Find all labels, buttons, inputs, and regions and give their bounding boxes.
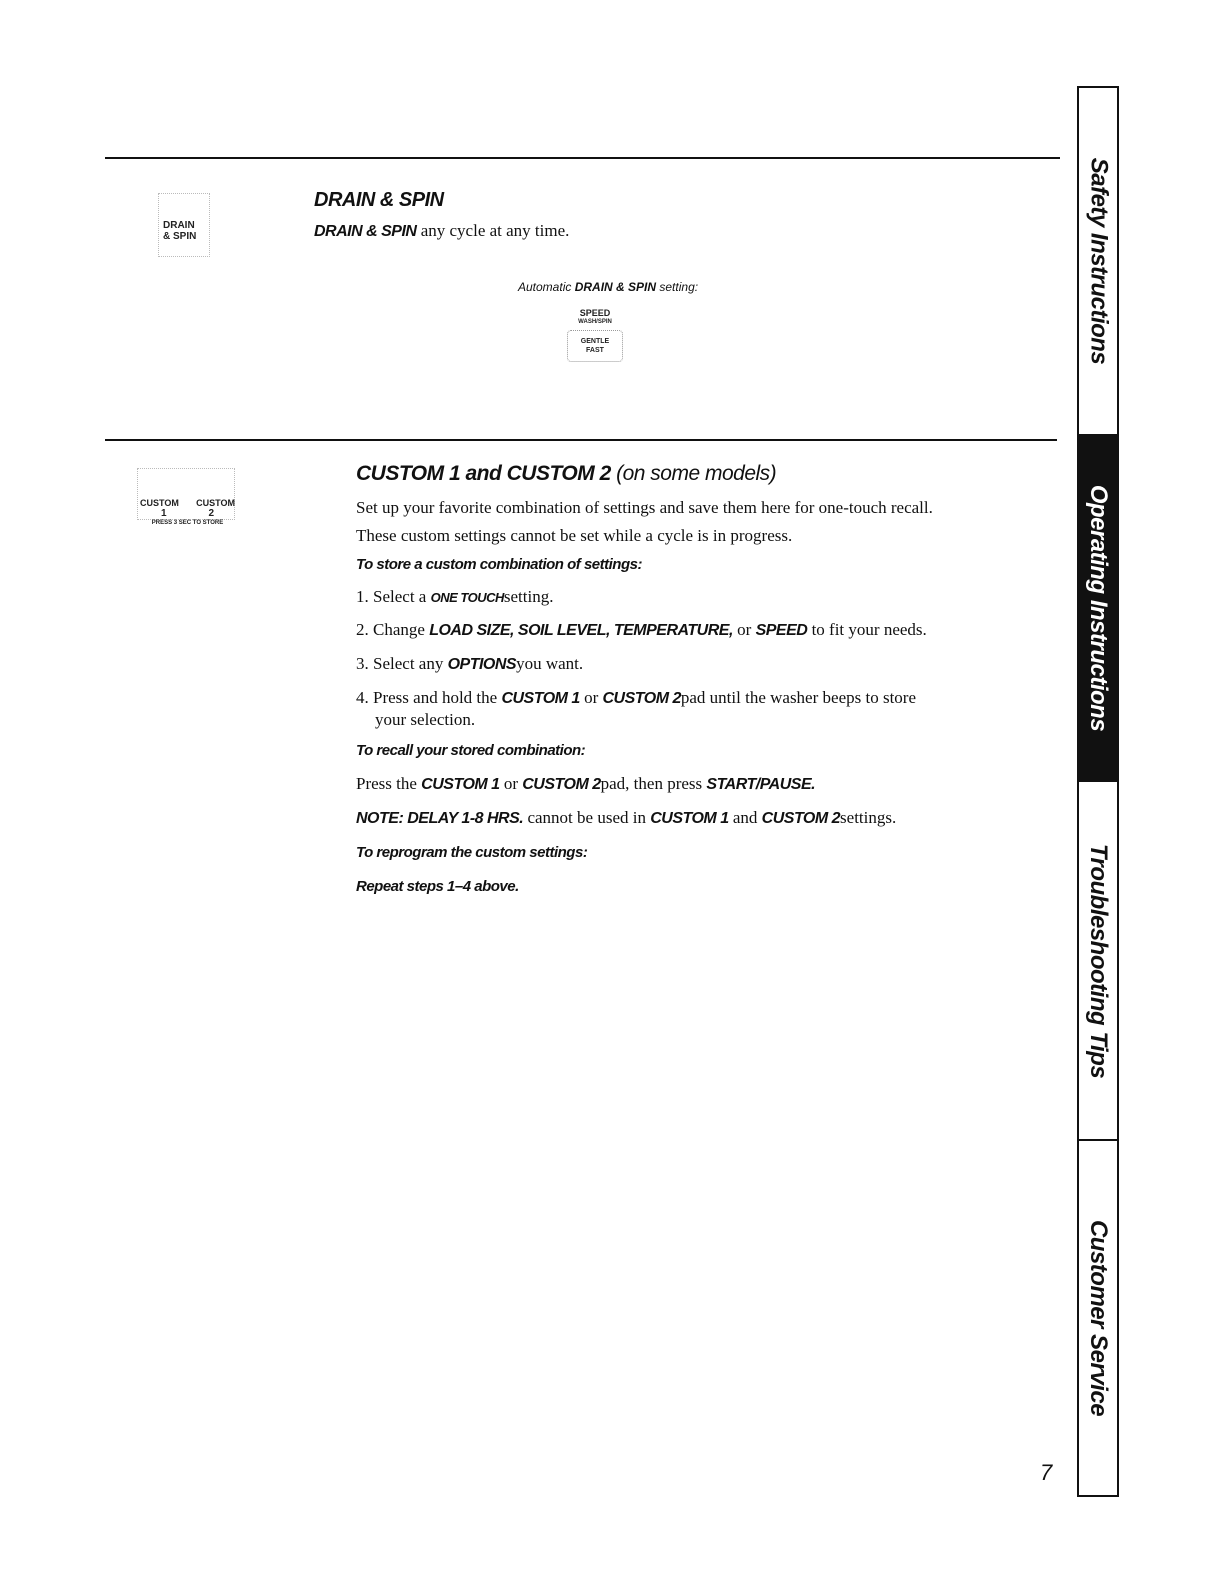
step-4-or: or <box>579 688 603 707</box>
step-2 <box>356 620 927 641</box>
step-3 <box>356 654 583 675</box>
recall-heading: To recall your stored combination: <box>356 742 586 759</box>
step-4-text: 4. Press and hold the <box>356 688 502 707</box>
drain-spin-icon-line-1: DRAIN <box>163 220 195 231</box>
auto-setting-key: DRAIN & SPIN <box>574 280 657 294</box>
custom-intro-1: Set up your favorite combination of settings and save them here for one-touch recall. <box>356 498 933 517</box>
step-3-key: OPTIONS <box>447 656 517 673</box>
store-heading: To store a custom combination of settings: <box>356 556 642 573</box>
note-key3: CUSTOM 2 <box>761 810 841 827</box>
speed-label: SPEED <box>579 308 611 318</box>
step-3-text: 3. Select any <box>356 654 448 673</box>
custom-buttons-icon <box>140 498 235 528</box>
custom-heading-note: (on some models) <box>610 462 777 485</box>
speed-dial-illustration <box>560 308 630 372</box>
tab-safety-instructions[interactable] <box>1079 88 1117 434</box>
step-3-rest: you want. <box>516 654 584 673</box>
tab-customer-label: Customer Service <box>1085 1219 1112 1417</box>
custom-heading-main: CUSTOM 1 and CUSTOM 2 <box>356 462 611 485</box>
tab-troubleshooting-label: Troubleshooting Tips <box>1085 843 1113 1078</box>
custom-2-icon-label: CUSTOM <box>196 498 235 508</box>
step-4-key2: CUSTOM 2 <box>602 690 681 707</box>
note-text <box>356 808 896 829</box>
drain-spin-body-text: any cycle at any time. <box>416 221 570 240</box>
note-c: settings. <box>840 808 897 827</box>
tab-troubleshooting-tips[interactable] <box>1079 782 1117 1139</box>
step-2-or: or <box>732 620 756 639</box>
fast-option: FAST <box>586 347 604 354</box>
auto-setting-caption <box>518 277 698 297</box>
step-2-key2: SPEED <box>755 622 808 639</box>
step-4 <box>356 688 916 709</box>
recall-key3: START/PAUSE. <box>706 776 816 793</box>
custom-heading <box>356 462 776 486</box>
speed-dial-box <box>567 330 623 362</box>
tab-operating-label: Operating Instructions <box>1085 484 1113 732</box>
recall-text <box>356 774 815 795</box>
tab-safety-label: Safety Instructions <box>1085 157 1113 365</box>
recall-key: CUSTOM 1 <box>421 776 500 793</box>
drain-spin-heading: DRAIN & SPIN <box>314 189 444 211</box>
auto-setting-suffix: setting: <box>656 280 699 294</box>
step-4-key: CUSTOM 1 <box>501 690 580 707</box>
drain-spin-icon <box>163 220 196 242</box>
step-4-rest: pad until the washer beeps to store <box>680 688 916 707</box>
recall-text-a: Press the <box>356 774 422 793</box>
recall-key2: CUSTOM 2 <box>522 776 601 793</box>
custom-2-icon-number: 2 <box>208 508 215 519</box>
drain-spin-body-key: DRAIN & SPIN <box>314 223 417 240</box>
top-rule <box>105 157 1060 159</box>
note-key2: CUSTOM 1 <box>650 810 729 827</box>
tab-customer-service[interactable] <box>1079 1141 1117 1495</box>
recall-or: or <box>499 774 523 793</box>
custom-icon-caption: PRESS 3 SEC TO STORE <box>151 520 224 526</box>
drain-spin-body <box>314 221 569 242</box>
step-1-text: 1. Select a <box>356 587 431 606</box>
note-and: and <box>728 808 762 827</box>
gentle-option: GENTLE <box>580 338 610 345</box>
wash-spin-label: WASH/SPIN <box>578 319 612 325</box>
step-1-key: ONE TOUCH <box>430 590 504 605</box>
custom-1-icon-label: CUSTOM <box>140 498 179 508</box>
step-1 <box>356 587 553 608</box>
section-tabs <box>1077 86 1119 1497</box>
step-2-rest: to fit your needs. <box>807 620 927 639</box>
drain-spin-icon-line-2: & SPIN <box>163 231 197 242</box>
step-1-rest: setting. <box>503 587 554 606</box>
reprogram-heading: To reprogram the custom settings: <box>356 844 588 861</box>
custom-1-icon-number: 1 <box>160 508 167 519</box>
page-number: 7 <box>1040 1460 1053 1485</box>
middle-rule <box>105 439 1057 441</box>
reprogram-text: Repeat steps 1–4 above. <box>356 878 519 895</box>
note-key: NOTE: DELAY 1-8 HRS. <box>356 810 524 827</box>
tab-operating-instructions[interactable] <box>1079 434 1117 782</box>
step-2-text: 2. Change <box>356 620 430 639</box>
recall-text-c: pad, then press <box>600 774 707 793</box>
custom-intro-2: These custom settings cannot be set while a cycle is in progress. <box>356 526 793 545</box>
step-4-cont: your selection. <box>375 710 476 729</box>
note-a: cannot be used in <box>523 808 651 827</box>
step-2-key: LOAD SIZE, SOIL LEVEL, TEMPERATURE, <box>429 622 733 639</box>
auto-setting-prefix: Automatic <box>518 280 575 294</box>
